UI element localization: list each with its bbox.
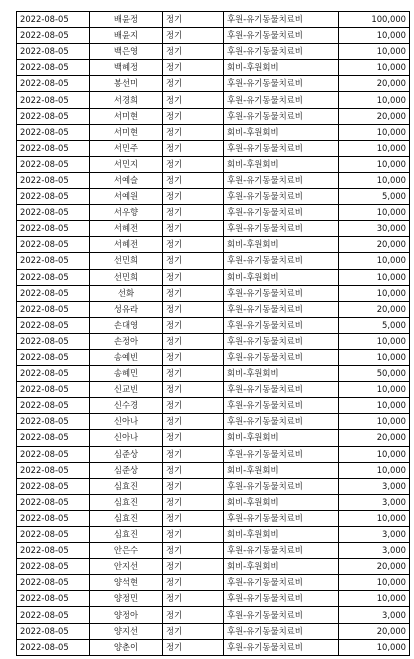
date-cell: 2022-08-05 [17, 156, 90, 172]
table-row [17, 221, 410, 237]
date-cell: 2022-08-05 [17, 494, 90, 510]
amount-cell: 10,000 [339, 446, 410, 462]
category-cell: 후원-유기동물치료비 [224, 591, 339, 607]
donation-type-cell: 정기 [163, 494, 224, 510]
date-cell: 2022-08-05 [17, 189, 90, 205]
category-cell: 회비-후원회비 [224, 156, 339, 172]
donation-type-cell: 정기 [163, 221, 224, 237]
table-row [17, 285, 410, 301]
amount-cell: 10,000 [339, 156, 410, 172]
amount-cell: 5,000 [339, 317, 410, 333]
date-cell: 2022-08-05 [17, 28, 90, 44]
table-row [17, 172, 410, 188]
donation-type-cell: 정기 [163, 76, 224, 92]
amount-cell: 30,000 [339, 221, 410, 237]
amount-cell: 50,000 [339, 366, 410, 382]
category-cell: 후원-유기동물치료비 [224, 76, 339, 92]
date-cell: 2022-08-05 [17, 301, 90, 317]
donation-type-cell: 정기 [163, 430, 224, 446]
donor-name-cell: 심효진 [90, 494, 163, 510]
amount-cell: 20,000 [339, 559, 410, 575]
date-cell: 2022-08-05 [17, 510, 90, 526]
donation-type-cell: 정기 [163, 382, 224, 398]
donation-type-cell: 정기 [163, 189, 224, 205]
amount-cell: 10,000 [339, 575, 410, 591]
donor-name-cell: 선민희 [90, 253, 163, 269]
table-row [17, 398, 410, 414]
amount-cell: 20,000 [339, 108, 410, 124]
table-row [17, 414, 410, 430]
donor-name-cell: 안지선 [90, 559, 163, 575]
donor-name-cell: 심준상 [90, 446, 163, 462]
date-cell: 2022-08-05 [17, 430, 90, 446]
category-cell: 후원-유기동물치료비 [224, 478, 339, 494]
amount-cell: 10,000 [339, 44, 410, 60]
category-cell: 후원-유기동물치료비 [224, 398, 339, 414]
donation-type-cell: 정기 [163, 60, 224, 76]
amount-cell: 10,000 [339, 124, 410, 140]
amount-cell: 10,000 [339, 462, 410, 478]
category-cell: 후원-유기동물치료비 [224, 333, 339, 349]
amount-cell: 10,000 [339, 591, 410, 607]
donation-type-cell: 정기 [163, 575, 224, 591]
category-cell: 후원-유기동물치료비 [224, 607, 339, 623]
donation-type-cell: 정기 [163, 301, 224, 317]
date-cell: 2022-08-05 [17, 12, 90, 28]
amount-cell: 10,000 [339, 28, 410, 44]
amount-cell: 10,000 [339, 510, 410, 526]
donor-name-cell: 서민주 [90, 140, 163, 156]
donor-name-cell: 성유라 [90, 301, 163, 317]
date-cell: 2022-08-05 [17, 527, 90, 543]
date-cell: 2022-08-05 [17, 462, 90, 478]
table-row [17, 92, 410, 108]
date-cell: 2022-08-05 [17, 366, 90, 382]
amount-cell: 3,000 [339, 607, 410, 623]
category-cell: 회비-후원회비 [224, 430, 339, 446]
donation-type-cell: 정기 [163, 12, 224, 28]
table-row [17, 543, 410, 559]
category-cell: 후원-유기동물치료비 [224, 221, 339, 237]
date-cell: 2022-08-05 [17, 76, 90, 92]
table-row [17, 478, 410, 494]
category-cell: 후원-유기동물치료비 [224, 172, 339, 188]
donation-table-body [17, 12, 410, 656]
donation-type-cell: 정기 [163, 398, 224, 414]
table-row [17, 317, 410, 333]
table-row [17, 623, 410, 639]
donation-type-cell: 정기 [163, 349, 224, 365]
category-cell: 후원-유기동물치료비 [224, 108, 339, 124]
donation-type-cell: 정기 [163, 333, 224, 349]
category-cell: 후원-유기동물치료비 [224, 382, 339, 398]
table-row [17, 462, 410, 478]
category-cell: 후원-유기동물치료비 [224, 28, 339, 44]
donor-name-cell: 심효진 [90, 510, 163, 526]
donation-type-cell: 정기 [163, 317, 224, 333]
amount-cell: 10,000 [339, 639, 410, 655]
amount-cell: 3,000 [339, 543, 410, 559]
donation-type-cell: 정기 [163, 237, 224, 253]
amount-cell: 3,000 [339, 494, 410, 510]
date-cell: 2022-08-05 [17, 543, 90, 559]
category-cell: 후원-유기동물치료비 [224, 349, 339, 365]
donation-type-cell: 정기 [163, 366, 224, 382]
donation-type-cell: 정기 [163, 414, 224, 430]
donor-name-cell: 심효진 [90, 478, 163, 494]
date-cell: 2022-08-05 [17, 349, 90, 365]
donation-type-cell: 정기 [163, 559, 224, 575]
donor-name-cell: 양석현 [90, 575, 163, 591]
amount-cell: 20,000 [339, 76, 410, 92]
table-row [17, 269, 410, 285]
amount-cell: 100,000 [339, 12, 410, 28]
date-cell: 2022-08-05 [17, 559, 90, 575]
amount-cell: 10,000 [339, 205, 410, 221]
category-cell: 후원-유기동물치료비 [224, 510, 339, 526]
category-cell: 회비-후원회비 [224, 462, 339, 478]
amount-cell: 5,000 [339, 189, 410, 205]
amount-cell: 10,000 [339, 382, 410, 398]
donor-name-cell: 서민지 [90, 156, 163, 172]
donor-name-cell: 양정민 [90, 591, 163, 607]
amount-cell: 10,000 [339, 253, 410, 269]
date-cell: 2022-08-05 [17, 237, 90, 253]
date-cell: 2022-08-05 [17, 478, 90, 494]
donor-name-cell: 서우향 [90, 205, 163, 221]
date-cell: 2022-08-05 [17, 221, 90, 237]
donor-name-cell: 서경희 [90, 92, 163, 108]
donor-name-cell: 선민희 [90, 269, 163, 285]
table-row [17, 156, 410, 172]
table-row [17, 253, 410, 269]
donation-type-cell: 정기 [163, 639, 224, 655]
category-cell: 회비-후원회비 [224, 124, 339, 140]
donor-name-cell: 선화 [90, 285, 163, 301]
donor-name-cell: 서예원 [90, 189, 163, 205]
amount-cell: 20,000 [339, 430, 410, 446]
date-cell: 2022-08-05 [17, 60, 90, 76]
table-row [17, 12, 410, 28]
table-row [17, 430, 410, 446]
donation-type-cell: 정기 [163, 478, 224, 494]
amount-cell: 10,000 [339, 92, 410, 108]
date-cell: 2022-08-05 [17, 591, 90, 607]
category-cell: 후원-유기동물치료비 [224, 140, 339, 156]
donor-name-cell: 신아나 [90, 430, 163, 446]
category-cell: 후원-유기동물치료비 [224, 414, 339, 430]
table-row [17, 124, 410, 140]
donor-name-cell: 백은영 [90, 44, 163, 60]
donor-name-cell: 신수경 [90, 398, 163, 414]
table-row [17, 446, 410, 462]
table-row [17, 559, 410, 575]
amount-cell: 10,000 [339, 172, 410, 188]
donation-type-cell: 정기 [163, 205, 224, 221]
category-cell: 후원-유기동물치료비 [224, 44, 339, 60]
table-row [17, 205, 410, 221]
date-cell: 2022-08-05 [17, 639, 90, 655]
table-row [17, 237, 410, 253]
table-row [17, 108, 410, 124]
table-row [17, 575, 410, 591]
date-cell: 2022-08-05 [17, 269, 90, 285]
donor-name-cell: 서혜전 [90, 221, 163, 237]
category-cell: 회비-후원회비 [224, 494, 339, 510]
donor-name-cell: 양지선 [90, 623, 163, 639]
table-row [17, 382, 410, 398]
donation-type-cell: 정기 [163, 92, 224, 108]
table-row [17, 639, 410, 655]
amount-cell: 10,000 [339, 333, 410, 349]
date-cell: 2022-08-05 [17, 205, 90, 221]
category-cell: 후원-유기동물치료비 [224, 253, 339, 269]
date-cell: 2022-08-05 [17, 108, 90, 124]
category-cell: 후원-유기동물치료비 [224, 317, 339, 333]
date-cell: 2022-08-05 [17, 623, 90, 639]
donor-name-cell: 안은수 [90, 543, 163, 559]
category-cell: 후원-유기동물치료비 [224, 639, 339, 655]
table-row [17, 60, 410, 76]
donation-table [16, 11, 410, 656]
date-cell: 2022-08-05 [17, 607, 90, 623]
donor-name-cell: 배윤지 [90, 28, 163, 44]
date-cell: 2022-08-05 [17, 140, 90, 156]
category-cell: 회비-후원회비 [224, 559, 339, 575]
category-cell: 회비-후원회비 [224, 60, 339, 76]
donor-name-cell: 손대영 [90, 317, 163, 333]
donation-type-cell: 정기 [163, 543, 224, 559]
amount-cell: 10,000 [339, 269, 410, 285]
donor-name-cell: 신교빈 [90, 382, 163, 398]
table-row [17, 301, 410, 317]
donor-name-cell: 배윤정 [90, 12, 163, 28]
table-row [17, 44, 410, 60]
category-cell: 회비-후원회비 [224, 269, 339, 285]
table-row [17, 510, 410, 526]
table-row [17, 494, 410, 510]
donor-name-cell: 송예빈 [90, 349, 163, 365]
category-cell: 회비-후원회비 [224, 366, 339, 382]
donor-name-cell: 서예슬 [90, 172, 163, 188]
date-cell: 2022-08-05 [17, 253, 90, 269]
category-cell: 후원-유기동물치료비 [224, 285, 339, 301]
date-cell: 2022-08-05 [17, 382, 90, 398]
donation-type-cell: 정기 [163, 269, 224, 285]
date-cell: 2022-08-05 [17, 333, 90, 349]
donation-type-cell: 정기 [163, 285, 224, 301]
donation-type-cell: 정기 [163, 108, 224, 124]
category-cell: 후원-유기동물치료비 [224, 205, 339, 221]
date-cell: 2022-08-05 [17, 124, 90, 140]
amount-cell: 10,000 [339, 140, 410, 156]
date-cell: 2022-08-05 [17, 92, 90, 108]
table-row [17, 527, 410, 543]
donor-name-cell: 서미현 [90, 108, 163, 124]
date-cell: 2022-08-05 [17, 414, 90, 430]
donation-type-cell: 정기 [163, 28, 224, 44]
donor-name-cell: 서미현 [90, 124, 163, 140]
category-cell: 후원-유기동물치료비 [224, 301, 339, 317]
category-cell: 후원-유기동물치료비 [224, 189, 339, 205]
donation-type-cell: 정기 [163, 510, 224, 526]
donor-name-cell: 양춘이 [90, 639, 163, 655]
donation-type-cell: 정기 [163, 44, 224, 60]
table-row [17, 333, 410, 349]
table-row [17, 28, 410, 44]
donation-type-cell: 정기 [163, 607, 224, 623]
table-row [17, 591, 410, 607]
donation-type-cell: 정기 [163, 156, 224, 172]
donor-name-cell: 심효진 [90, 527, 163, 543]
amount-cell: 20,000 [339, 301, 410, 317]
amount-cell: 10,000 [339, 60, 410, 76]
donor-name-cell: 송혜민 [90, 366, 163, 382]
table-row [17, 349, 410, 365]
amount-cell: 3,000 [339, 527, 410, 543]
amount-cell: 10,000 [339, 285, 410, 301]
table-row [17, 76, 410, 92]
donation-type-cell: 정기 [163, 140, 224, 156]
donor-name-cell: 양정아 [90, 607, 163, 623]
date-cell: 2022-08-05 [17, 446, 90, 462]
amount-cell: 10,000 [339, 349, 410, 365]
amount-cell: 3,000 [339, 478, 410, 494]
category-cell: 회비-후원회비 [224, 527, 339, 543]
date-cell: 2022-08-05 [17, 285, 90, 301]
category-cell: 후원-유기동물치료비 [224, 92, 339, 108]
date-cell: 2022-08-05 [17, 575, 90, 591]
category-cell: 후원-유기동물치료비 [224, 446, 339, 462]
date-cell: 2022-08-05 [17, 317, 90, 333]
amount-cell: 20,000 [339, 623, 410, 639]
table-row [17, 189, 410, 205]
date-cell: 2022-08-05 [17, 398, 90, 414]
donation-type-cell: 정기 [163, 527, 224, 543]
donation-type-cell: 정기 [163, 172, 224, 188]
donation-type-cell: 정기 [163, 623, 224, 639]
category-cell: 후원-유기동물치료비 [224, 623, 339, 639]
donor-name-cell: 봉선미 [90, 76, 163, 92]
donor-name-cell: 백혜정 [90, 60, 163, 76]
category-cell: 후원-유기동물치료비 [224, 575, 339, 591]
amount-cell: 10,000 [339, 398, 410, 414]
donation-type-cell: 정기 [163, 462, 224, 478]
table-row [17, 607, 410, 623]
date-cell: 2022-08-05 [17, 172, 90, 188]
table-row [17, 366, 410, 382]
donation-type-cell: 정기 [163, 446, 224, 462]
category-cell: 후원-유기동물치료비 [224, 543, 339, 559]
donor-name-cell: 서혜전 [90, 237, 163, 253]
category-cell: 회비-후원회비 [224, 237, 339, 253]
donation-type-cell: 정기 [163, 124, 224, 140]
donation-type-cell: 정기 [163, 591, 224, 607]
donor-name-cell: 손정아 [90, 333, 163, 349]
date-cell: 2022-08-05 [17, 44, 90, 60]
donor-name-cell: 심준상 [90, 462, 163, 478]
category-cell: 후원-유기동물치료비 [224, 12, 339, 28]
donor-name-cell: 신아나 [90, 414, 163, 430]
amount-cell: 20,000 [339, 237, 410, 253]
donation-type-cell: 정기 [163, 253, 224, 269]
amount-cell: 10,000 [339, 414, 410, 430]
table-row [17, 140, 410, 156]
